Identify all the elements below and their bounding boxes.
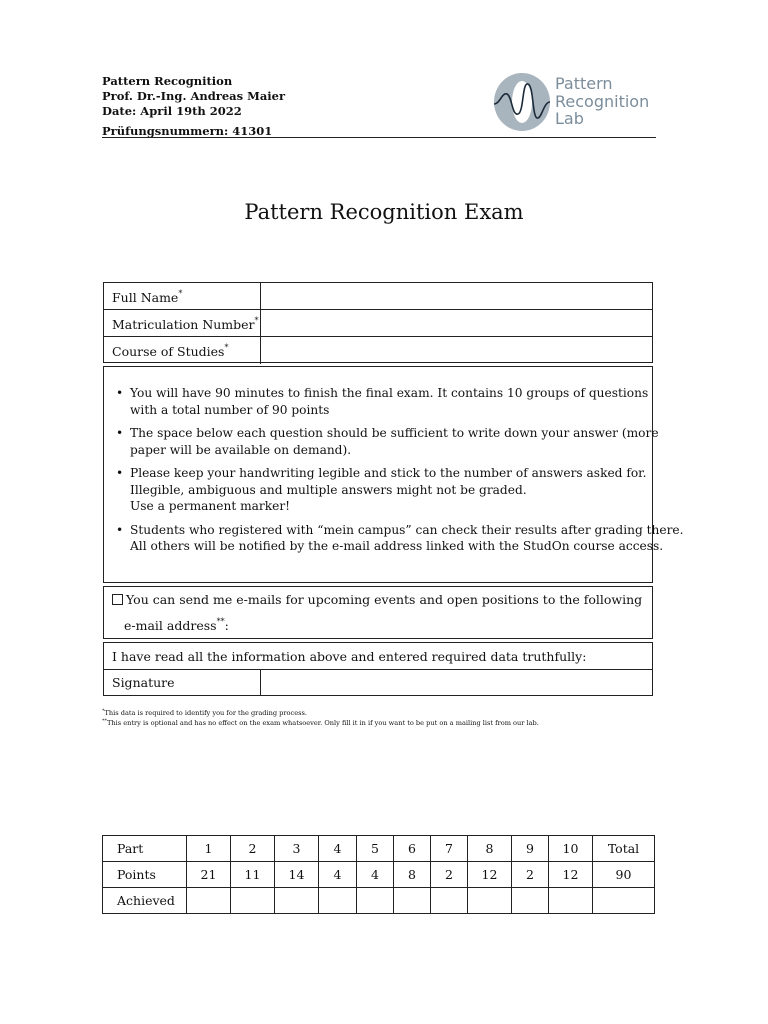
row-label: Achieved	[103, 888, 187, 914]
achieved-cell	[468, 888, 512, 914]
exam-header	[102, 74, 285, 139]
part-number: 2	[231, 836, 275, 862]
achieved-cell	[593, 888, 655, 914]
table-row	[103, 862, 655, 888]
mailing-list-text: You can send me e-mails for upcoming events and open positions to the following	[126, 592, 643, 607]
logo-line: Lab	[555, 109, 584, 128]
exam-numbers: Prüfungsnummern: 41301	[102, 124, 273, 138]
points-value: 14	[275, 862, 319, 888]
part-number: 8	[468, 836, 512, 862]
points-value: 21	[187, 862, 231, 888]
part-number: 1	[187, 836, 231, 862]
points-value: 11	[231, 862, 275, 888]
course-of-studies-row	[104, 337, 652, 364]
row-label: Part	[103, 836, 187, 862]
instruction-item: • Please keep your handwriting legible and stick to the number of answers asked for. Illegible, ambiguous and multiple answers might not be graded. Use a permanent marker!	[116, 466, 647, 513]
part-number: 10	[549, 836, 593, 862]
table-row	[103, 888, 655, 914]
achieved-cell	[512, 888, 549, 914]
points-value: 4	[319, 862, 357, 888]
instruction-item: • The space below each question should be sufficient to write down your answer (more paper will be available on demand).	[116, 426, 659, 457]
score-table	[102, 835, 655, 914]
matriculation-number-row	[104, 310, 652, 337]
footnote: *This data is required to identify you for the grading process.	[102, 708, 307, 717]
achieved-cell	[431, 888, 468, 914]
signature-label: Signature	[112, 675, 175, 690]
points-value: 2	[431, 862, 468, 888]
achieved-cell	[187, 888, 231, 914]
field-label: Matriculation Number*	[112, 316, 259, 332]
achieved-cell	[319, 888, 357, 914]
column-divider	[260, 283, 261, 309]
table-row	[103, 836, 655, 862]
part-number: 9	[512, 836, 549, 862]
part-number: 7	[431, 836, 468, 862]
exam-date: Date: April 19th 2022	[102, 104, 242, 118]
part-number: Total	[593, 836, 655, 862]
column-divider	[260, 337, 261, 364]
footnote: **This entry is optional and has no effect on the exam whatsoever. Only fill it in if you want to be put on a mailing list from our lab.	[102, 718, 539, 727]
achieved-cell	[394, 888, 431, 914]
signature-box	[103, 642, 653, 696]
instruction-item: • You will have 90 minutes to finish the final exam. It contains 10 groups of questions with a total number of 90 points	[116, 386, 649, 417]
logo-line: Recognition	[555, 91, 650, 111]
points-value: 2	[512, 862, 549, 888]
mailing-list-text-continued: e-mail address**:	[124, 617, 229, 633]
points-value: 8	[394, 862, 431, 888]
column-divider	[260, 670, 261, 696]
logo-line: Pattern	[555, 74, 613, 93]
course-name: Pattern Recognition	[102, 74, 233, 88]
points-value: 90	[593, 862, 655, 888]
points-value: 12	[549, 862, 593, 888]
achieved-cell	[275, 888, 319, 914]
part-number: 3	[275, 836, 319, 862]
header-divider	[102, 137, 656, 138]
field-label: Full Name*	[112, 289, 183, 305]
part-number: 4	[319, 836, 357, 862]
page-title: Pattern Recognition Exam	[244, 200, 524, 224]
confirmation-text: I have read all the information above and entered required data truthfully:	[112, 649, 587, 664]
achieved-cell	[549, 888, 593, 914]
field-label: Course of Studies*	[112, 343, 229, 359]
part-number: 6	[394, 836, 431, 862]
achieved-cell	[231, 888, 275, 914]
instructions-list	[114, 385, 684, 562]
mailing-list-checkbox[interactable]	[112, 594, 123, 605]
column-divider	[260, 310, 261, 336]
points-value: 12	[468, 862, 512, 888]
part-number: 5	[357, 836, 394, 862]
logo-text	[555, 75, 649, 128]
row-label: Points	[103, 862, 187, 888]
mailing-list-box	[103, 586, 653, 639]
points-value: 4	[357, 862, 394, 888]
instruction-item: • Students who registered with “mein campus” can check their results after grading there. All others will be notified by the e-mail address linked with the StudOn course access.	[116, 522, 684, 553]
full-name-row	[104, 283, 652, 310]
personal-data-table	[103, 282, 653, 363]
achieved-cell	[357, 888, 394, 914]
instructions-box	[103, 366, 684, 583]
professor-name: Prof. Dr.-Ing. Andreas Maier	[102, 89, 286, 103]
